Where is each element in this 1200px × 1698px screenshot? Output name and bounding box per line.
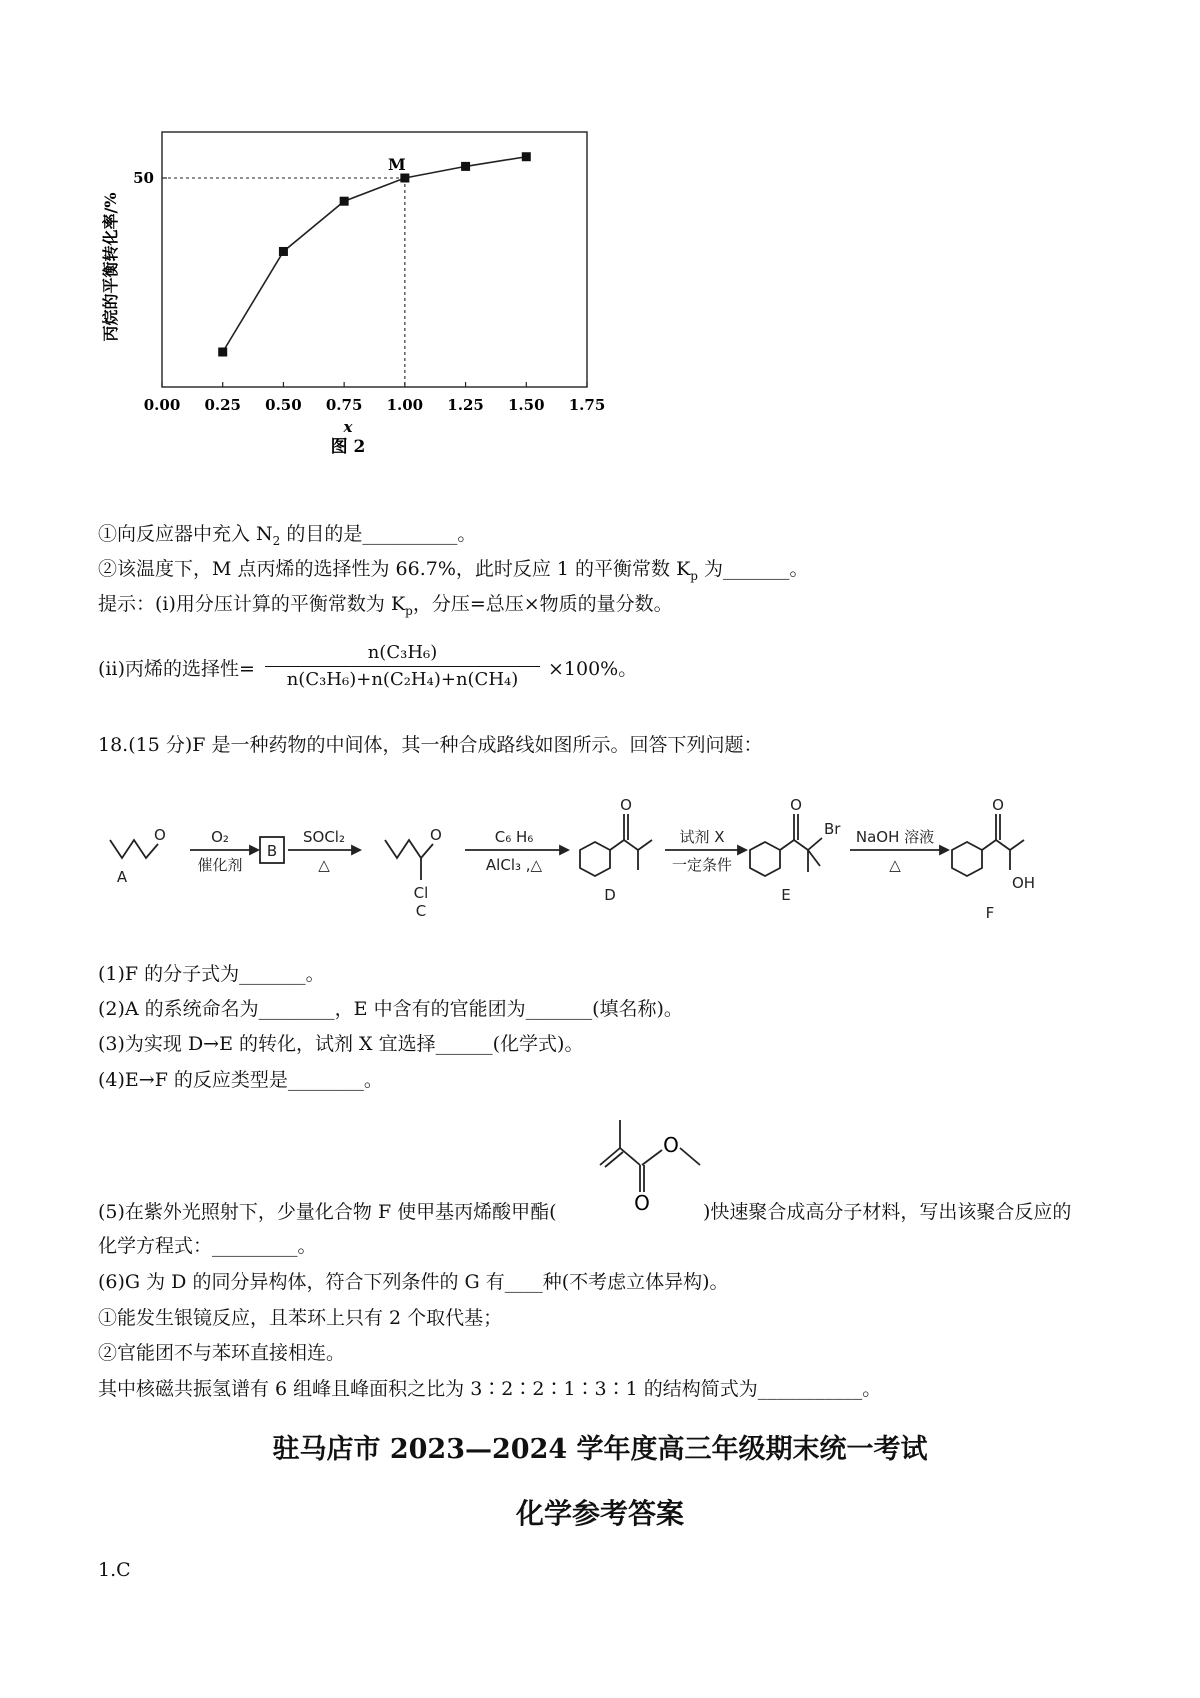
arrow-5-head <box>940 846 948 854</box>
fraction-numerator: n(C₃H₆) <box>367 642 438 663</box>
chart-guide-lines <box>162 178 405 387</box>
q17-part1-post: 的目的是__________。 <box>280 523 477 545</box>
q18-part1: (1)F 的分子式为_______。 <box>98 963 325 985</box>
atom-OH-F: OH <box>1012 874 1036 892</box>
data-point <box>279 247 288 256</box>
atom-O-F: O <box>992 796 1004 814</box>
q18-part5-pre: (5)在紫外光照射下，少量化合物 F 使甲基丙烯酸甲酯( <box>98 1201 557 1223</box>
y-tick-label: 50 <box>133 169 154 187</box>
q18-part6: (6)G 为 D 的同分异构体，符合下列条件的 G 有____种(不考虑立体异构)。 <box>98 1271 729 1293</box>
fraction-bar <box>265 666 540 667</box>
q18-stem: 18.(15 分)F 是一种药物的中间体，其一种合成路线如图所示。回答下列问题： <box>98 734 763 756</box>
q18-condition3: 其中核磁共振氢谱有 6 组峰且峰面积之比为 3∶2∶2∶1∶3∶1 的结构简式为___________。 <box>98 1378 882 1400</box>
q17-part2-pre: ②该温度下，M 点丙烯的选择性为 66.7%，此时反应 1 的平衡常数 K <box>98 558 691 580</box>
compound-E <box>750 814 822 876</box>
compound-C <box>385 840 433 880</box>
x-tick-label: 1.25 <box>447 396 484 414</box>
mma-carbonyl-O: O <box>634 1191 650 1215</box>
x-tick-label: 0.50 <box>265 396 302 414</box>
answer-1: 1.C <box>98 1559 131 1581</box>
compound-F <box>952 814 1024 876</box>
q18-part5-post: )快速聚合成高分子材料，写出该聚合反应的 <box>703 1201 1072 1223</box>
x-tick-label: 0.25 <box>204 396 241 414</box>
q18-part2: (2)A 的系统命名为________，E 中含有的官能团为_______(填名称)。 <box>98 998 683 1020</box>
synthesis-scheme <box>90 780 1050 940</box>
fraction-denominator: n(C₃H₆)+n(C₂H₄)+n(CH₄) <box>286 669 519 690</box>
q17-hint2-tail: ×100%。 <box>548 658 638 680</box>
q18-condition1: ①能发生银镜反应，且苯环上只有 2 个取代基； <box>98 1307 503 1329</box>
q17-part1-pre: ①向反应器中充入 N <box>98 523 273 545</box>
arrow-4-head <box>738 846 746 854</box>
step2-reagent: SOCl₂ <box>303 828 345 846</box>
atom-Br-E: Br <box>824 820 841 838</box>
data-point <box>400 174 409 183</box>
q17-hint2-lead: (ⅱ)丙烯的选择性= <box>98 658 255 680</box>
step5-condition: △ <box>889 856 901 874</box>
x-axis-label: x <box>343 418 353 436</box>
q18-part5-line2: 化学方程式：_________。 <box>98 1235 317 1257</box>
q17-part2 <box>98 557 809 588</box>
data-point <box>522 152 531 161</box>
data-point <box>461 162 470 171</box>
arrow-1-head <box>250 846 258 854</box>
q17-part2-sub: p <box>690 568 698 583</box>
step2-condition: △ <box>318 856 330 874</box>
selectivity-fraction <box>265 642 540 691</box>
q18-part4: (4)E→F 的反应类型是________。 <box>98 1069 383 1091</box>
label-A: A <box>116 868 128 886</box>
q17-hint-sub: p <box>405 603 413 618</box>
x-tick-label: 0.75 <box>325 396 363 414</box>
step3-reagent: C₆ H₆ <box>494 828 534 846</box>
label-D: D <box>604 886 616 904</box>
q17-hint <box>98 592 673 623</box>
series-points <box>218 152 531 356</box>
label-F: F <box>985 904 995 922</box>
atom-O-D: O <box>620 796 632 814</box>
step4-condition: 一定条件 <box>671 856 733 874</box>
q18-part3: (3)为实现 D→E 的转化，试剂 X 宜选择______(化学式)。 <box>98 1033 584 1055</box>
label-E: E <box>781 886 791 904</box>
atom-O-A: O <box>154 826 166 844</box>
data-point <box>218 348 227 357</box>
q18-condition2: ②官能团不与苯环直接相连。 <box>98 1342 346 1364</box>
q17-part2-post: 为_______。 <box>697 558 809 580</box>
box-B-label: B <box>266 842 278 860</box>
step1-reagent: O₂ <box>211 828 229 846</box>
figure-caption: 图 2 <box>330 437 366 457</box>
atom-O-C: O <box>430 826 442 844</box>
x-tick-label: 1.75 <box>568 396 606 414</box>
step5-reagent: NaOH 溶液 <box>855 828 935 846</box>
x-tick-label: 1.00 <box>386 396 424 414</box>
step4-reagent: 试剂 X <box>679 828 725 846</box>
methyl-methacrylate-structure <box>590 1110 710 1215</box>
point-M-label: M <box>387 155 406 174</box>
step3-condition: AlCl₃ ,△ <box>485 856 543 874</box>
compound-D <box>580 814 652 876</box>
x-tick-label: 1.50 <box>508 396 545 414</box>
conversion-chart <box>90 125 610 505</box>
q17-part1 <box>98 522 476 553</box>
q17-part1-sub: 2 <box>272 533 281 548</box>
data-point <box>340 197 349 206</box>
q17-hint-post: ，分压=总压×物质的量分数。 <box>412 593 673 615</box>
compound-A <box>110 840 158 858</box>
arrow-3-head <box>560 846 568 854</box>
atom-O-E: O <box>790 796 802 814</box>
arrow-2-head <box>352 846 360 854</box>
q17-hint-pre: 提示：(ⅰ)用分压计算的平衡常数为 K <box>98 593 406 615</box>
series-line <box>223 157 527 352</box>
step1-condition: 催化剂 <box>197 856 243 874</box>
y-axis-label: 丙烷的平衡转化率/% <box>101 192 120 342</box>
answer-section-subtitle: 化学参考答案 <box>515 1497 684 1530</box>
mma-ester-O: O <box>663 1133 679 1157</box>
chart-labels <box>133 155 605 414</box>
atom-Cl-C: Cl <box>413 884 429 902</box>
answer-section-title: 驻马店市 2023—2024 学年度高三年级期末统一考试 <box>272 1434 928 1465</box>
x-tick-label: 0.00 <box>143 396 181 414</box>
label-C: C <box>415 902 427 920</box>
